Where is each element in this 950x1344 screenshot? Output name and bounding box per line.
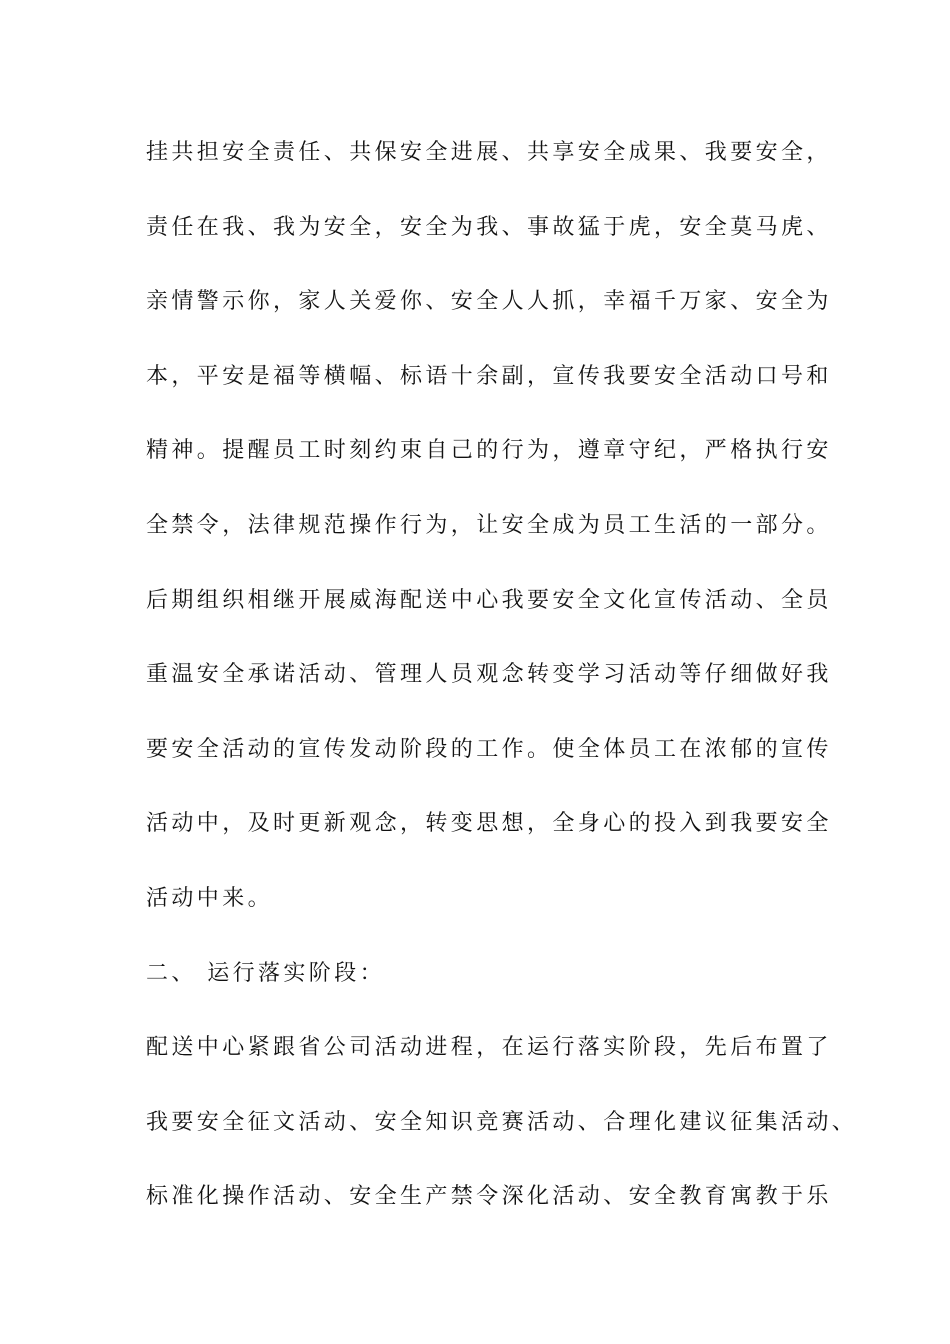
text-line: 精神。提醒员工时刻约束自己的行为，遵章守纪，严格执行安 (146, 438, 832, 464)
document-body (146, 131, 858, 1250)
text-line: 全禁令，法律规范操作行为，让安全成为员工生活的一部分。 (146, 512, 832, 538)
section-heading: 二、 运行落实阶段： (146, 960, 385, 986)
text-line: 要安全活动的宣传发动阶段的工作。使全体员工在浓郁的宣传 (146, 736, 832, 762)
text-line: 活动中来。 (146, 885, 274, 911)
text-line: 我要安全征文活动、安全知识竞赛活动、合理化建议征集活动、 (146, 1109, 858, 1135)
text-line: 标准化操作活动、安全生产禁令深化活动、安全教育寓教于乐 (146, 1184, 832, 1210)
text-line: 责任在我、我为安全，安全为我、事故猛于虎，安全莫马虎、 (146, 214, 832, 240)
text-line: 本，平安是福等横幅、标语十余副，宣传我要安全活动口号和 (146, 363, 832, 389)
text-line: 配送中心紧跟省公司活动进程，在运行落实阶段，先后布置了 (146, 1035, 832, 1061)
text-line: 挂共担安全责任、共保安全进展、共享安全成果、我要安全， (146, 140, 832, 165)
text-line: 重温安全承诺活动、管理人员观念转变学习活动等仔细做好我 (146, 662, 832, 688)
text-line: 亲情警示你，家人关爱你、安全人人抓，幸福千万家、安全为 (146, 289, 832, 315)
text-line: 活动中，及时更新观念，转变思想，全身心的投入到我要安全 (146, 811, 832, 837)
text-line: 后期组织相继开展威海配送中心我要安全文化宣传活动、全员 (146, 587, 832, 613)
